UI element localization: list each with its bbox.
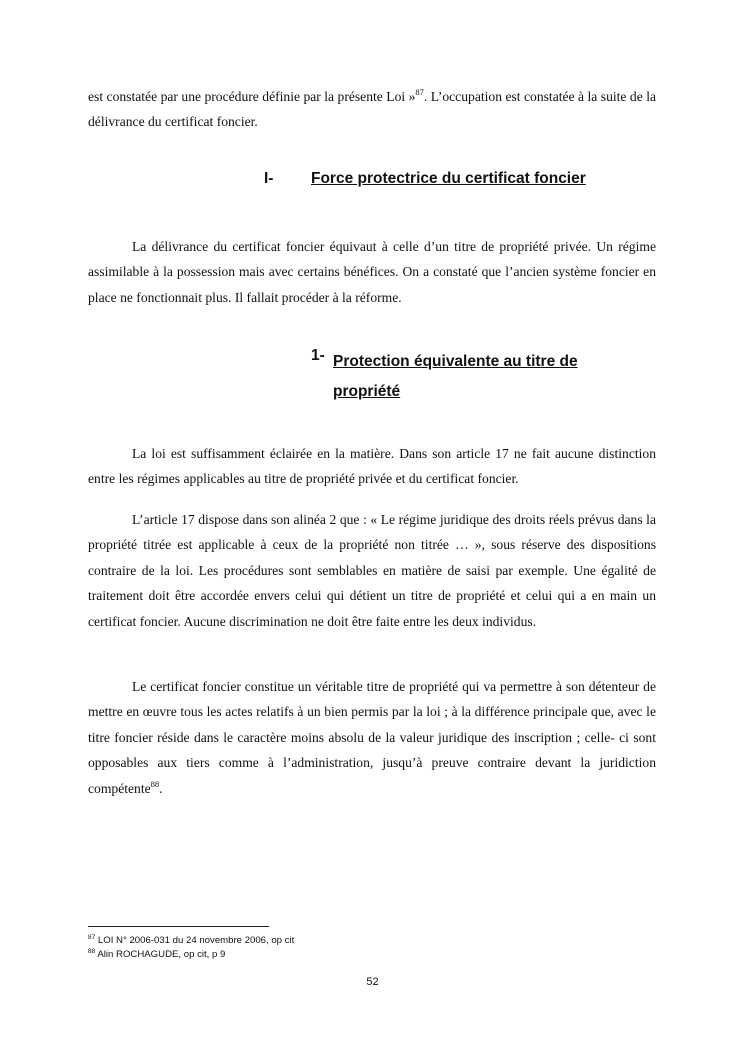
- footnote-number: 87: [88, 934, 96, 941]
- heading1-number: I-: [264, 170, 274, 187]
- heading2-number: 1-: [311, 347, 325, 364]
- paragraph-certificate: [88, 674, 656, 801]
- heading2-title-text: Protection équivalente au titre de propriété: [333, 353, 578, 400]
- paragraph-text: est constatée par une procédure définie par la présente Loi »: [88, 89, 416, 104]
- paragraph-article-17: L’article 17 dispose dans son alinéa 2 que : « Le régime juridique des droits réels prévus dans la propriété titrée est applicable à ceux de la propriété non titrée … », sous réserve des dispositions contraire de la loi. Les procédures sont semblables en matière de saisi par exemple. Une égalité de traitement doit être accordée envers celui qui détient un titre de propriété et celui qui a en main un certificat foncier. Aucune discrimination ne doit être faite entre les deux individus.: [88, 512, 656, 629]
- paragraph-continuation: [88, 84, 656, 135]
- footnote-88: [88, 948, 225, 961]
- heading2-title: [333, 347, 633, 407]
- paragraph-text: .: [159, 780, 163, 796]
- paragraph-law: La loi est suffisamment éclairée en la matière. Dans son article 17 ne fait aucune distinction entre les régimes applicables au titre de propriété privée et du certificat foncier.: [88, 446, 656, 487]
- paragraph-text: Le certificat foncier constitue un véritable titre de propriété qui va permettre à son détenteur de mettre en œuvre tous les actes relatifs à un bien permis par la loi ; à la différence principale que, avec le titre foncier réside dans le caractère moins absolu de la valeur juridique des inscription ; celle- ci sont opposables aux tiers comme à l’administration, jusqu’à preuve contraire devant la juridiction compétente: [88, 679, 656, 796]
- footnote-text: LOI N° 2006-031 du 24 novembre 2006, op cit: [97, 935, 295, 946]
- footnote-number: 88: [88, 948, 96, 955]
- footnote-ref-87[interactable]: 87: [415, 87, 424, 97]
- footnote-separator: [88, 926, 269, 927]
- footnote-87: [88, 934, 294, 947]
- paragraph-intro: La délivrance du certificat foncier équivaut à celle d’un titre de propriété privée. Un régime assimilable à la possession mais avec certains bénéfices. On a constaté que l’ancien système foncier en place ne fonctionnait plus. Il fallait procéder à la réforme.: [88, 239, 656, 305]
- page-number: 52: [366, 976, 379, 988]
- footnote-text: Alin ROCHAGUDE, op cit, p 9: [97, 949, 226, 960]
- footnote-ref-88[interactable]: 88: [150, 778, 160, 789]
- heading1-title: Force protectrice du certificat foncier: [311, 170, 586, 187]
- paragraph-text: . L’occupation est constatée à la suite de la délivrance du certificat foncier.: [88, 89, 657, 130]
